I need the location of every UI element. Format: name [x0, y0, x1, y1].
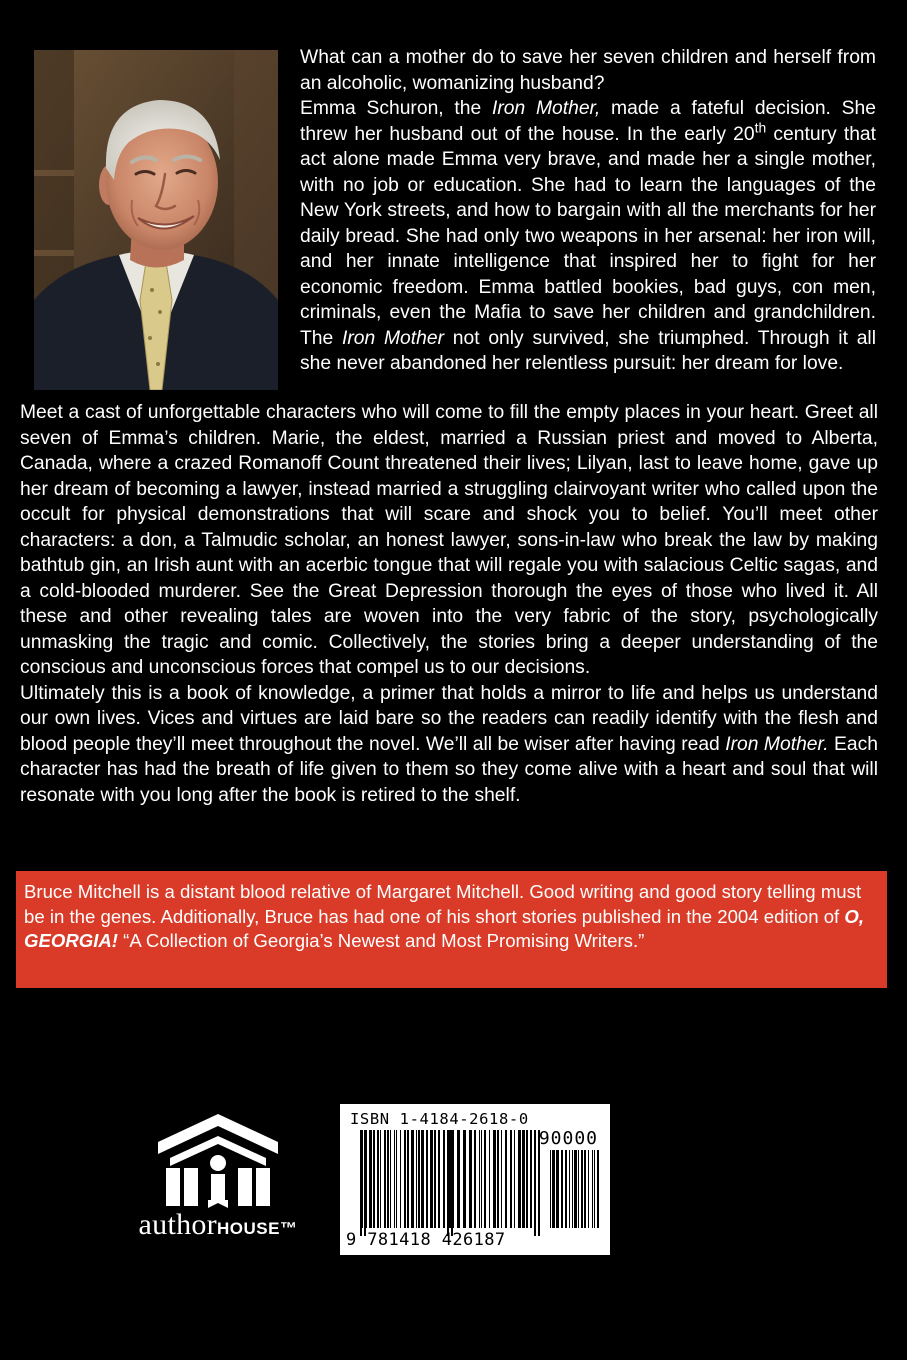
barcode-bar — [561, 1150, 563, 1228]
barcode-bar — [377, 1130, 379, 1228]
barcode-bar — [380, 1130, 381, 1228]
description-main-block — [20, 400, 878, 808]
p2-text-d: not only survived, she triumphed. Through it all she never abandoned her relentless pursuit: her dream for love. — [300, 327, 877, 374]
barcode-bar — [526, 1130, 528, 1228]
publisher-name-upper: HOUSE — [216, 1219, 280, 1238]
barcode-bar — [493, 1130, 496, 1228]
barcode-bar — [501, 1130, 502, 1228]
description-paragraph-1: What can a mother do to save her seven children and herself from an alcoholic, womanizing husband? — [300, 47, 876, 94]
book-title-italic: Iron Mother — [342, 327, 444, 349]
author-bio-box — [16, 871, 887, 988]
p2-text-b: made a fateful decision. She threw her husband out of the house. In the early 20 — [300, 98, 876, 145]
description-paragraph-2 — [300, 96, 876, 377]
barcode-bar — [390, 1130, 391, 1228]
barcode-bar — [556, 1150, 559, 1228]
barcode-bar — [574, 1150, 577, 1228]
p4-text-a: Ultimately this is a book of knowledge, a primer that holds a mirror to life and helps us understand our own lives. Vices and virtues are laid bare so the readers can readily identify with the flesh and blood people they’ll meet throughout the novel. We’ll all be wiser after having read — [20, 682, 878, 755]
trademark-symbol: ™ — [279, 1219, 298, 1238]
publisher-name-lower: author — [138, 1208, 217, 1241]
p2-text-c: century that act alone made Emma very brave, and made her a single mother, with no job or education. She had to learn the languages of the New York streets, and how to bargain with all the merchants for her daily bread. She had only two weapons in her arsenal: her iron will, and her innate intelligence that inspired her to fight for her economic freedom. Emma battled bookies, bad guys, con men, criminals, even the Mafia to save her children and grandchildren. The — [300, 123, 876, 349]
barcode-bar — [581, 1150, 583, 1228]
barcode-bar — [369, 1130, 372, 1228]
barcode-bar — [552, 1150, 555, 1228]
barcode-bar — [404, 1130, 406, 1228]
barcode-bar — [366, 1130, 367, 1228]
barcode-bar — [469, 1130, 472, 1228]
publisher-house-icon — [118, 1108, 318, 1208]
barcode-guard-bar — [534, 1130, 536, 1236]
barcode-bar — [426, 1130, 428, 1228]
barcode-bar — [550, 1150, 551, 1228]
barcode-guard-bar — [451, 1130, 453, 1236]
barcode-guard-bar — [447, 1130, 449, 1236]
price-code: 90000 — [538, 1128, 598, 1149]
p2-text-a: Emma Schuron, the — [300, 98, 492, 119]
author-bio-text — [24, 880, 879, 954]
barcode-bar — [443, 1130, 445, 1228]
barcode-bar — [514, 1130, 515, 1228]
author-portrait-image — [34, 50, 278, 390]
barcode-bar — [578, 1150, 579, 1228]
ordinal-superscript: th — [754, 118, 767, 135]
bio-text-a: Bruce Mitchell is a distant blood relative of Margaret Mitchell. Good writing and good story telling must be in the genes. Additionally, Bruce has had one of his short stories published in the 2004 edition of — [24, 881, 862, 927]
barcode-bar — [384, 1130, 386, 1228]
barcode-bar — [438, 1130, 440, 1228]
barcode-guard-bar — [360, 1130, 362, 1236]
barcode-bar — [489, 1130, 490, 1228]
barcode-bar — [592, 1150, 593, 1228]
barcode-bar — [421, 1130, 424, 1228]
barcode-bar — [479, 1130, 480, 1228]
book-title-italic: Iron Mother. — [725, 733, 829, 755]
barcode-bar — [597, 1150, 599, 1228]
barcode-digits: 9 781418 426187 — [346, 1230, 506, 1250]
description-paragraph-3: Meet a cast of unforgettable characters who will come to fill the empty places in your heart. Greet all seven of Emma’s children. Marie, the eldest, married a Russian priest and moved to Alberta, Canada, where a crazed Romanoff Count threatened their lives; Lilyan, last to leave home, gave up her dream of becoming a lawyer, instead married a struggling clairvoyant writer who called upon the occult for physical demonstrations that will scare and shock you to belief. You’ll meet other characters: a don, a Talmudic scholar, an honest lawyer, sons-in-law who break the law by making bathtub gin, an Irish aunt with an acerbic tongue that will regale you with salacious Celtic sagas, and a cold-blooded murderer. See the Great Depression thorough the eyes of those who lived it. All these and other revealing tales are woven into the very fabric of the story, psychologically unmasking the tragic and comic. Collectively, the stories bring a deeper understanding of the conscious and unconscious forces that compel us to our decisions. — [20, 402, 878, 678]
barcode-bar — [518, 1130, 521, 1228]
barcode-bar — [434, 1130, 436, 1228]
barcode-bar — [497, 1130, 499, 1228]
publisher-name — [118, 1208, 318, 1242]
barcode-bar — [407, 1130, 409, 1228]
barcode-bar — [453, 1130, 454, 1228]
barcode-bar — [594, 1150, 595, 1228]
barcode-bar — [418, 1130, 420, 1228]
publisher-logo — [118, 1108, 318, 1258]
barcode-bar — [416, 1130, 417, 1228]
book-title-italic: Iron Mother, — [491, 98, 601, 119]
barcode-bar — [588, 1150, 589, 1228]
barcode-bar — [522, 1130, 525, 1228]
barcode-bar — [484, 1130, 486, 1228]
barcode-bar — [474, 1130, 476, 1228]
barcode-bar — [481, 1130, 482, 1228]
barcode-bar — [457, 1130, 460, 1228]
barcode-bar — [510, 1130, 512, 1228]
bio-text-b: “A Collection of Georgia’s Newest and Most Promising Writers.” — [118, 930, 645, 951]
barcode-bar — [572, 1150, 573, 1228]
barcode-bar — [530, 1130, 532, 1228]
barcode-bar — [463, 1130, 466, 1228]
barcode-bar — [505, 1130, 507, 1228]
barcode-bar — [584, 1150, 586, 1228]
barcode-bar — [565, 1150, 567, 1228]
barcode-guard-bar — [364, 1130, 366, 1236]
barcode-bar — [400, 1130, 401, 1228]
author-photo — [34, 50, 278, 390]
p4-text-b: Each character has had the breath of life given to them so they come alive with a heart and soul that will resonate with you long after the book is retired to the shelf. — [20, 733, 878, 806]
barcode-bar — [396, 1130, 397, 1228]
isbn-barcode — [340, 1104, 610, 1255]
barcode-bar — [430, 1130, 433, 1228]
barcode-bar — [394, 1130, 395, 1228]
barcode-bar — [569, 1150, 570, 1228]
isbn-label: ISBN 1-4184-2618-0 — [350, 1110, 529, 1128]
barcode-bar — [387, 1130, 389, 1228]
barcode-bar — [411, 1130, 414, 1228]
description-top-block — [300, 45, 876, 377]
barcode-bar — [373, 1130, 375, 1228]
publication-title: O, GEORGIA! — [24, 905, 865, 951]
description-paragraph-4 — [20, 681, 878, 809]
